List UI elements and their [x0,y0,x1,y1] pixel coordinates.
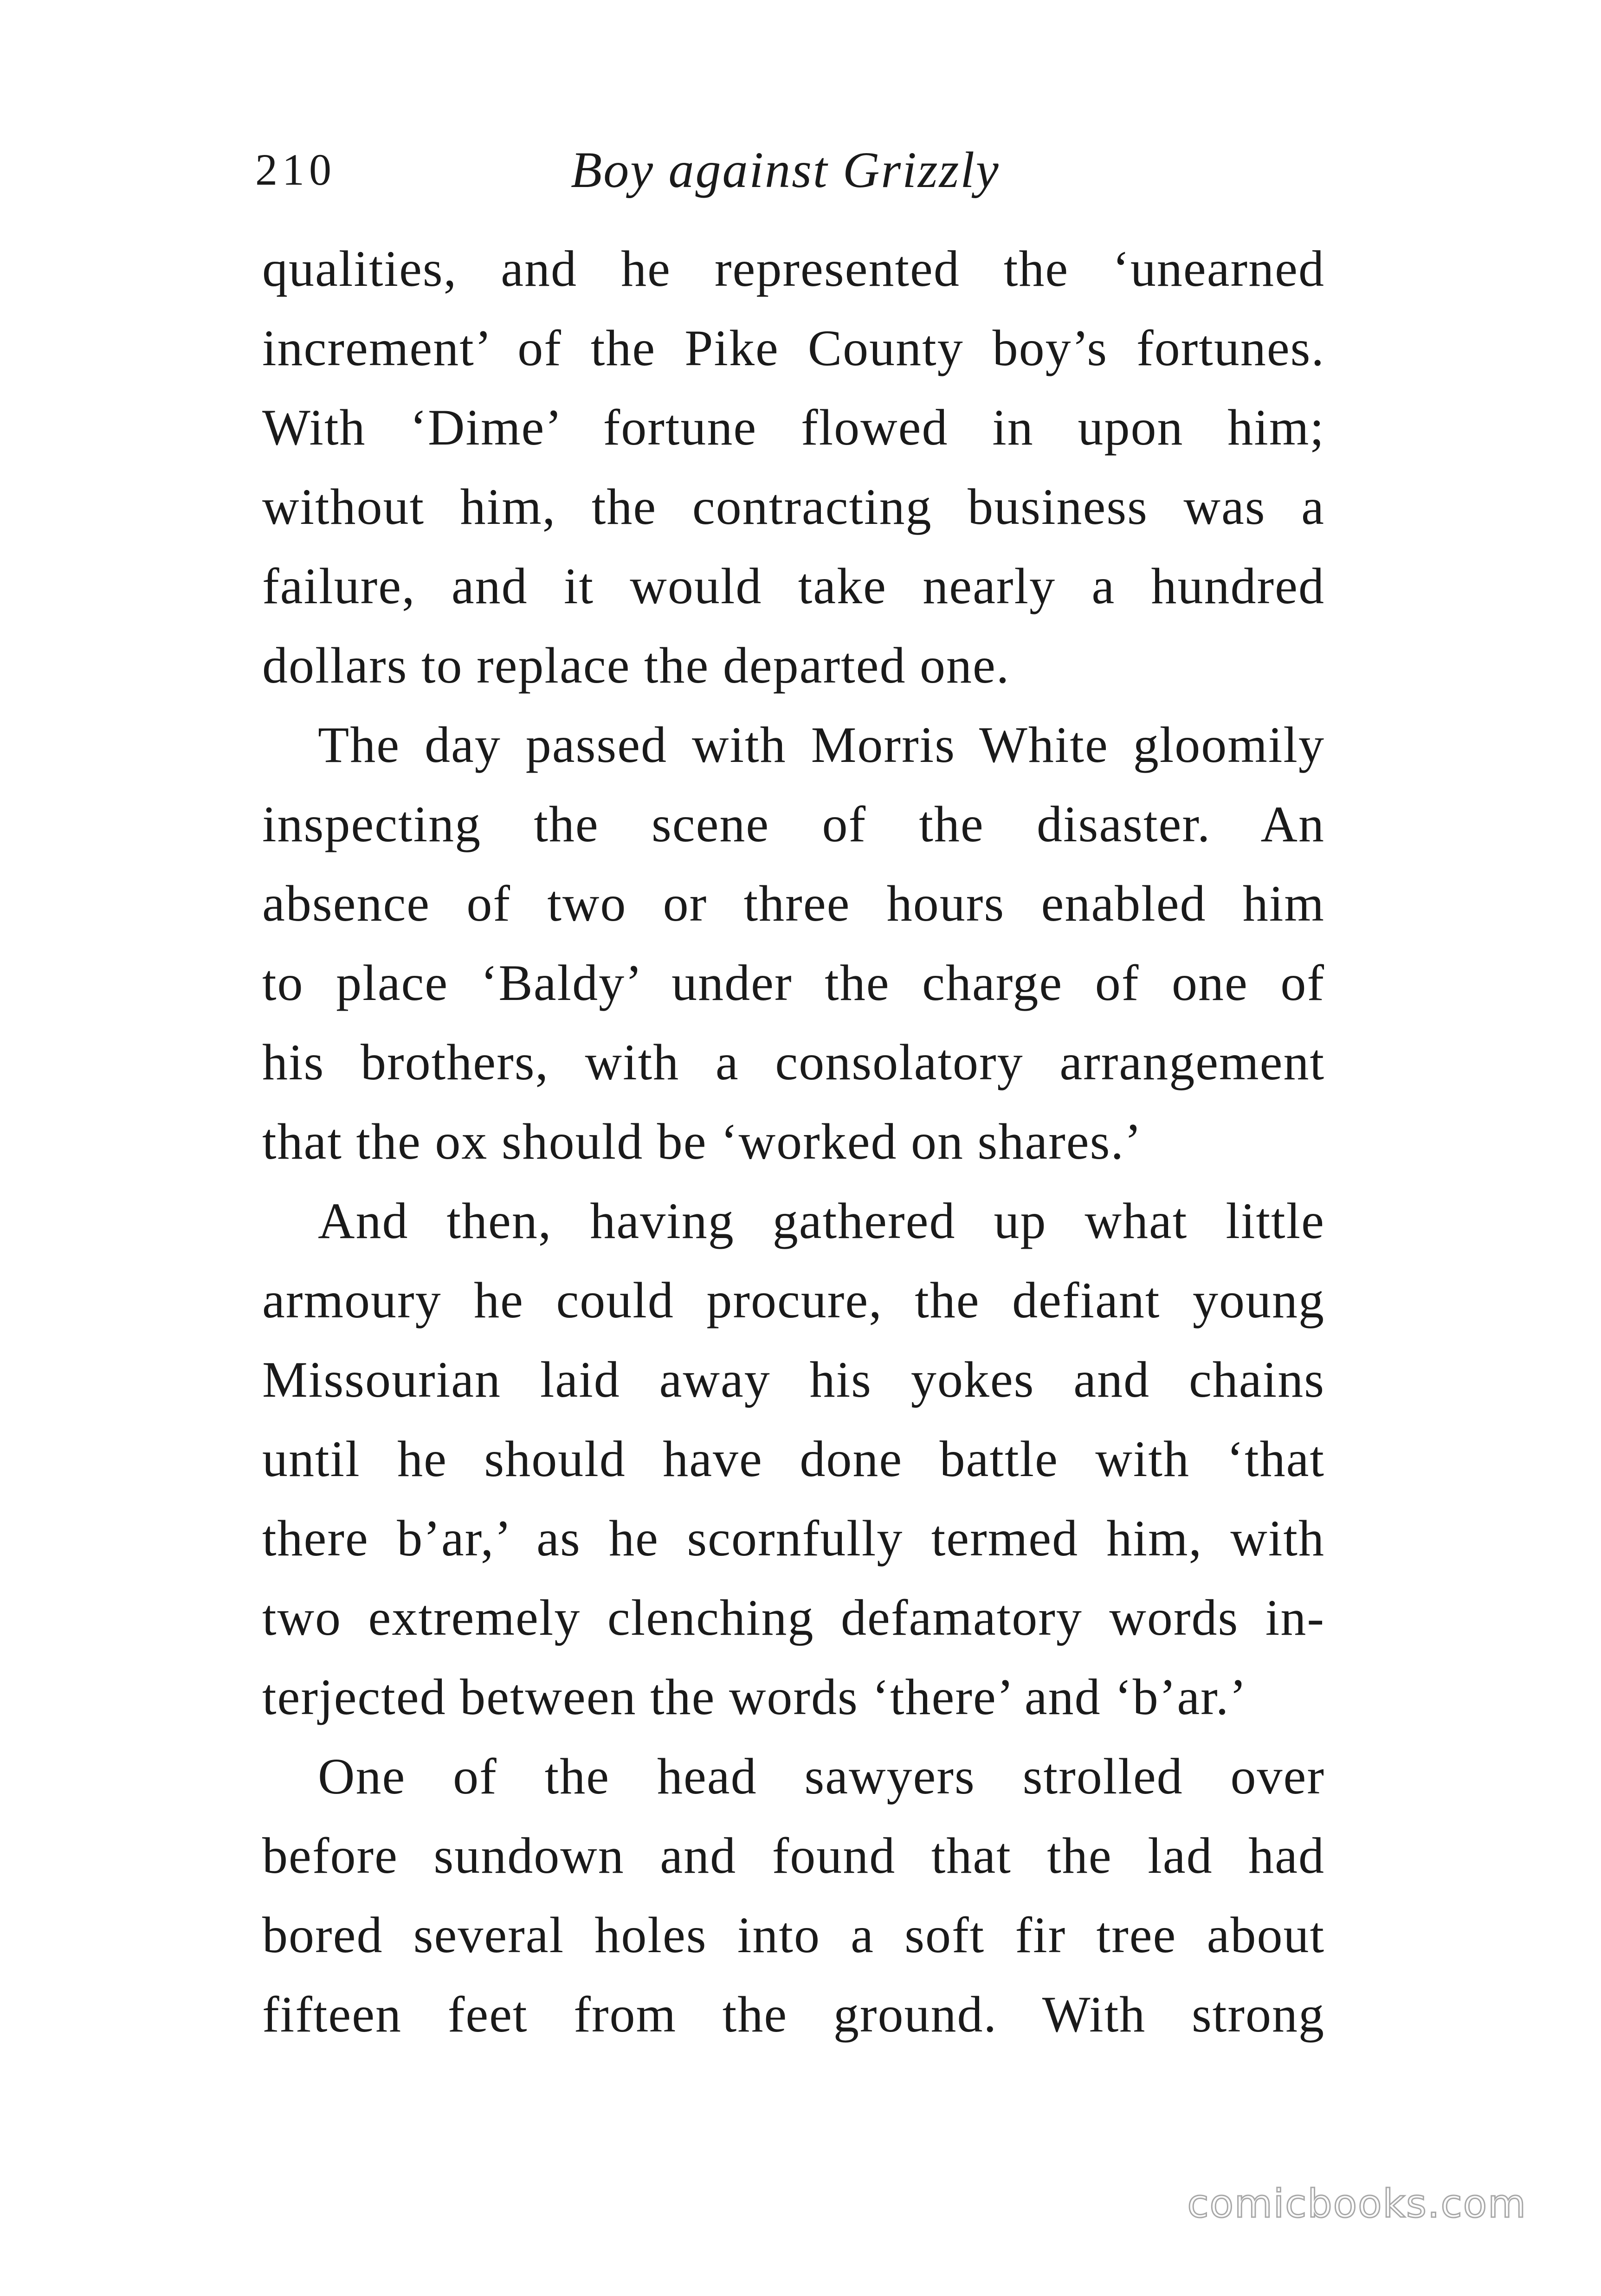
text-line: to place ‘Baldy’ under the charge of one of [262,955,1325,1011]
text-line: dollars to replace the departed one. [262,637,1010,694]
text-line: bored several holes into a soft fir tree about [262,1907,1325,1963]
text-line: One of the head sawyers strolled over [318,1748,1325,1805]
text-line: With ‘Dime’ fortune flowed in upon him; [262,399,1325,456]
text-line: without him, the contracting business was a [262,478,1325,535]
text-line: two extremely clenching defamatory words in- [262,1589,1325,1646]
text-line: until he should have done battle with ‘that [262,1431,1325,1487]
text-line: Missourian laid away his yokes and chains [262,1351,1325,1408]
text-line: his brothers, with a consolatory arrangement [262,1034,1325,1090]
paragraph [262,705,1325,1181]
text-line: The day passed with Morris White gloomily [318,716,1325,773]
text-line: increment’ of the Pike County boy’s fortunes. [262,320,1325,376]
text-line: there b’ar,’ as he scornfully termed him, with [262,1510,1325,1567]
paragraph [262,229,1325,705]
text-line: absence of two or three hours enabled him [262,875,1325,932]
text-line: qualities, and he represented the ‘unearned [262,240,1325,297]
paragraph [262,1737,1325,2054]
running-title: Boy against Grizzly [571,142,1000,198]
text-line: before sundown and found that the lad had [262,1827,1325,1884]
page-number: 210 [255,145,336,194]
text-line: inspecting the scene of the disaster. An [262,796,1325,852]
paragraph [262,1181,1325,1737]
text-line: terjected between the words ‘there’ and ‘b’ar.’ [262,1669,1247,1725]
text-line: fifteen feet from the ground. With strong [262,1986,1325,2043]
body-text [262,229,1325,2054]
text-line: failure, and it would take nearly a hundred [262,558,1325,614]
text-line: that the ox should be ‘worked on shares.’ [262,1113,1143,1170]
page-header [255,137,1336,202]
text-line: armoury he could procure, the defiant young [262,1272,1325,1329]
watermark: comicbooks.com [1187,2181,1527,2226]
text-line: And then, having gathered up what little [318,1193,1325,1249]
